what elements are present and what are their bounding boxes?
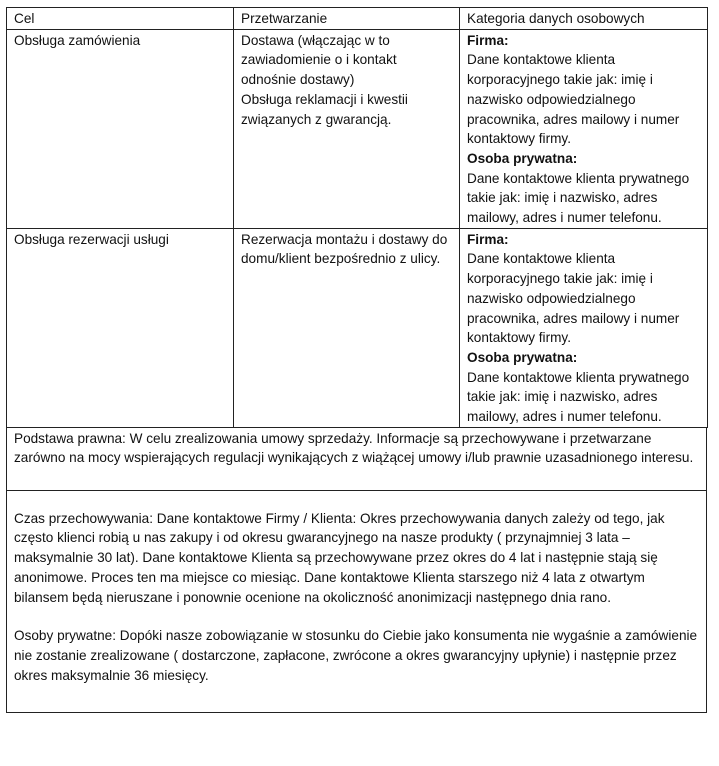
legal-basis-section: [6, 428, 707, 491]
purpose-cell: Obsługa zamówienia: [7, 29, 234, 228]
company-label: Firma:: [467, 231, 509, 247]
paragraph-spacer: [14, 607, 698, 626]
data-category-cell: [460, 228, 708, 427]
purpose-cell: Obsługa rezerwacji usługi: [7, 228, 234, 427]
data-category-cell: [460, 29, 708, 228]
table-row: [7, 29, 708, 228]
retention-company-client-text: Czas przechowywania: Dane kontaktowe Firmy / Klienta: Okres przechowywania danych zależy od tego, jak często klienci robią u nas zakupy i od okresu gwarancyjnego na nasze produkty ( przynajmniej 3 lata – maksymalnie 30 lat). Dane kontaktowe Klienta są przechowywane przez okres do 4 lat i następnie stają się anonimowe. Proces ten ma miejsce co miesiąc. Dane kontaktowe Klienta starszego niż 4 lata z otwartym bilansem będą nieruszane i ponownie ocenione na okoliczność anonimizacji następnego dnia rano.: [14, 510, 665, 605]
legal-basis-text: Podstawa prawna: W celu zrealizowania umowy sprzedaży. Informacje są przechowywane i przetwarzane zarówno na mocy wspierających regulacji wynikających z wiążącej umowy i/lub prawnie uzasadnionego interesu.: [14, 430, 694, 466]
processing-text: Dostawa (włączając w to zawiadomienie o i kontakt odnośnie dostawy): [241, 32, 397, 88]
company-data-text: Dane kontaktowe klienta korporacyjnego takie jak: imię i nazwisko odpowiedzialnego pracownika, adres mailowy i numer kontaktowy firmy.: [467, 251, 680, 346]
table-header-row: [7, 8, 708, 30]
private-person-data-text: Dane kontaktowe klienta prywatnego takie jak: imię i nazwisko, adres mailowy, adres i numer telefonu.: [467, 170, 690, 226]
processing-cell: [234, 228, 460, 427]
processing-cell: [234, 29, 460, 228]
processing-text: Obsługa reklamacji i kwestii związanych z gwarancją.: [241, 91, 408, 127]
table-row: [7, 228, 708, 427]
privacy-document: [6, 7, 707, 713]
header-processing: Przetwarzanie: [234, 8, 460, 30]
private-person-data-text: Dane kontaktowe klienta prywatnego takie jak: imię i nazwisko, adres mailowy, adres i numer telefonu.: [467, 369, 690, 425]
retention-private-persons-text: Osoby prywatne: Dopóki nasze zobowiązanie w stosunku do Ciebie jako konsumenta nie wygaśnie a zamówienie nie zostanie zrealizowane ( dostarczone, zapłacone, zwrócone a okres gwarancyjny upłynie) i następnie przez okres maksymalnie 36 miesięcy.: [14, 628, 698, 683]
data-processing-table: [6, 7, 708, 428]
header-purpose: Cel: [7, 8, 234, 30]
private-person-label: Osoba prywatna:: [467, 150, 578, 166]
private-person-label: Osoba prywatna:: [467, 349, 578, 365]
retention-section: [6, 491, 707, 713]
processing-text: Rezerwacja montażu i dostawy do domu/klient bezpośrednio z ulicy.: [241, 231, 448, 267]
header-data-category: Kategoria danych osobowych: [460, 8, 708, 30]
company-label: Firma:: [467, 32, 509, 48]
company-data-text: Dane kontaktowe klienta korporacyjnego takie jak: imię i nazwisko odpowiedzialnego pracownika, adres mailowy i numer kontaktowy firmy.: [467, 52, 680, 147]
